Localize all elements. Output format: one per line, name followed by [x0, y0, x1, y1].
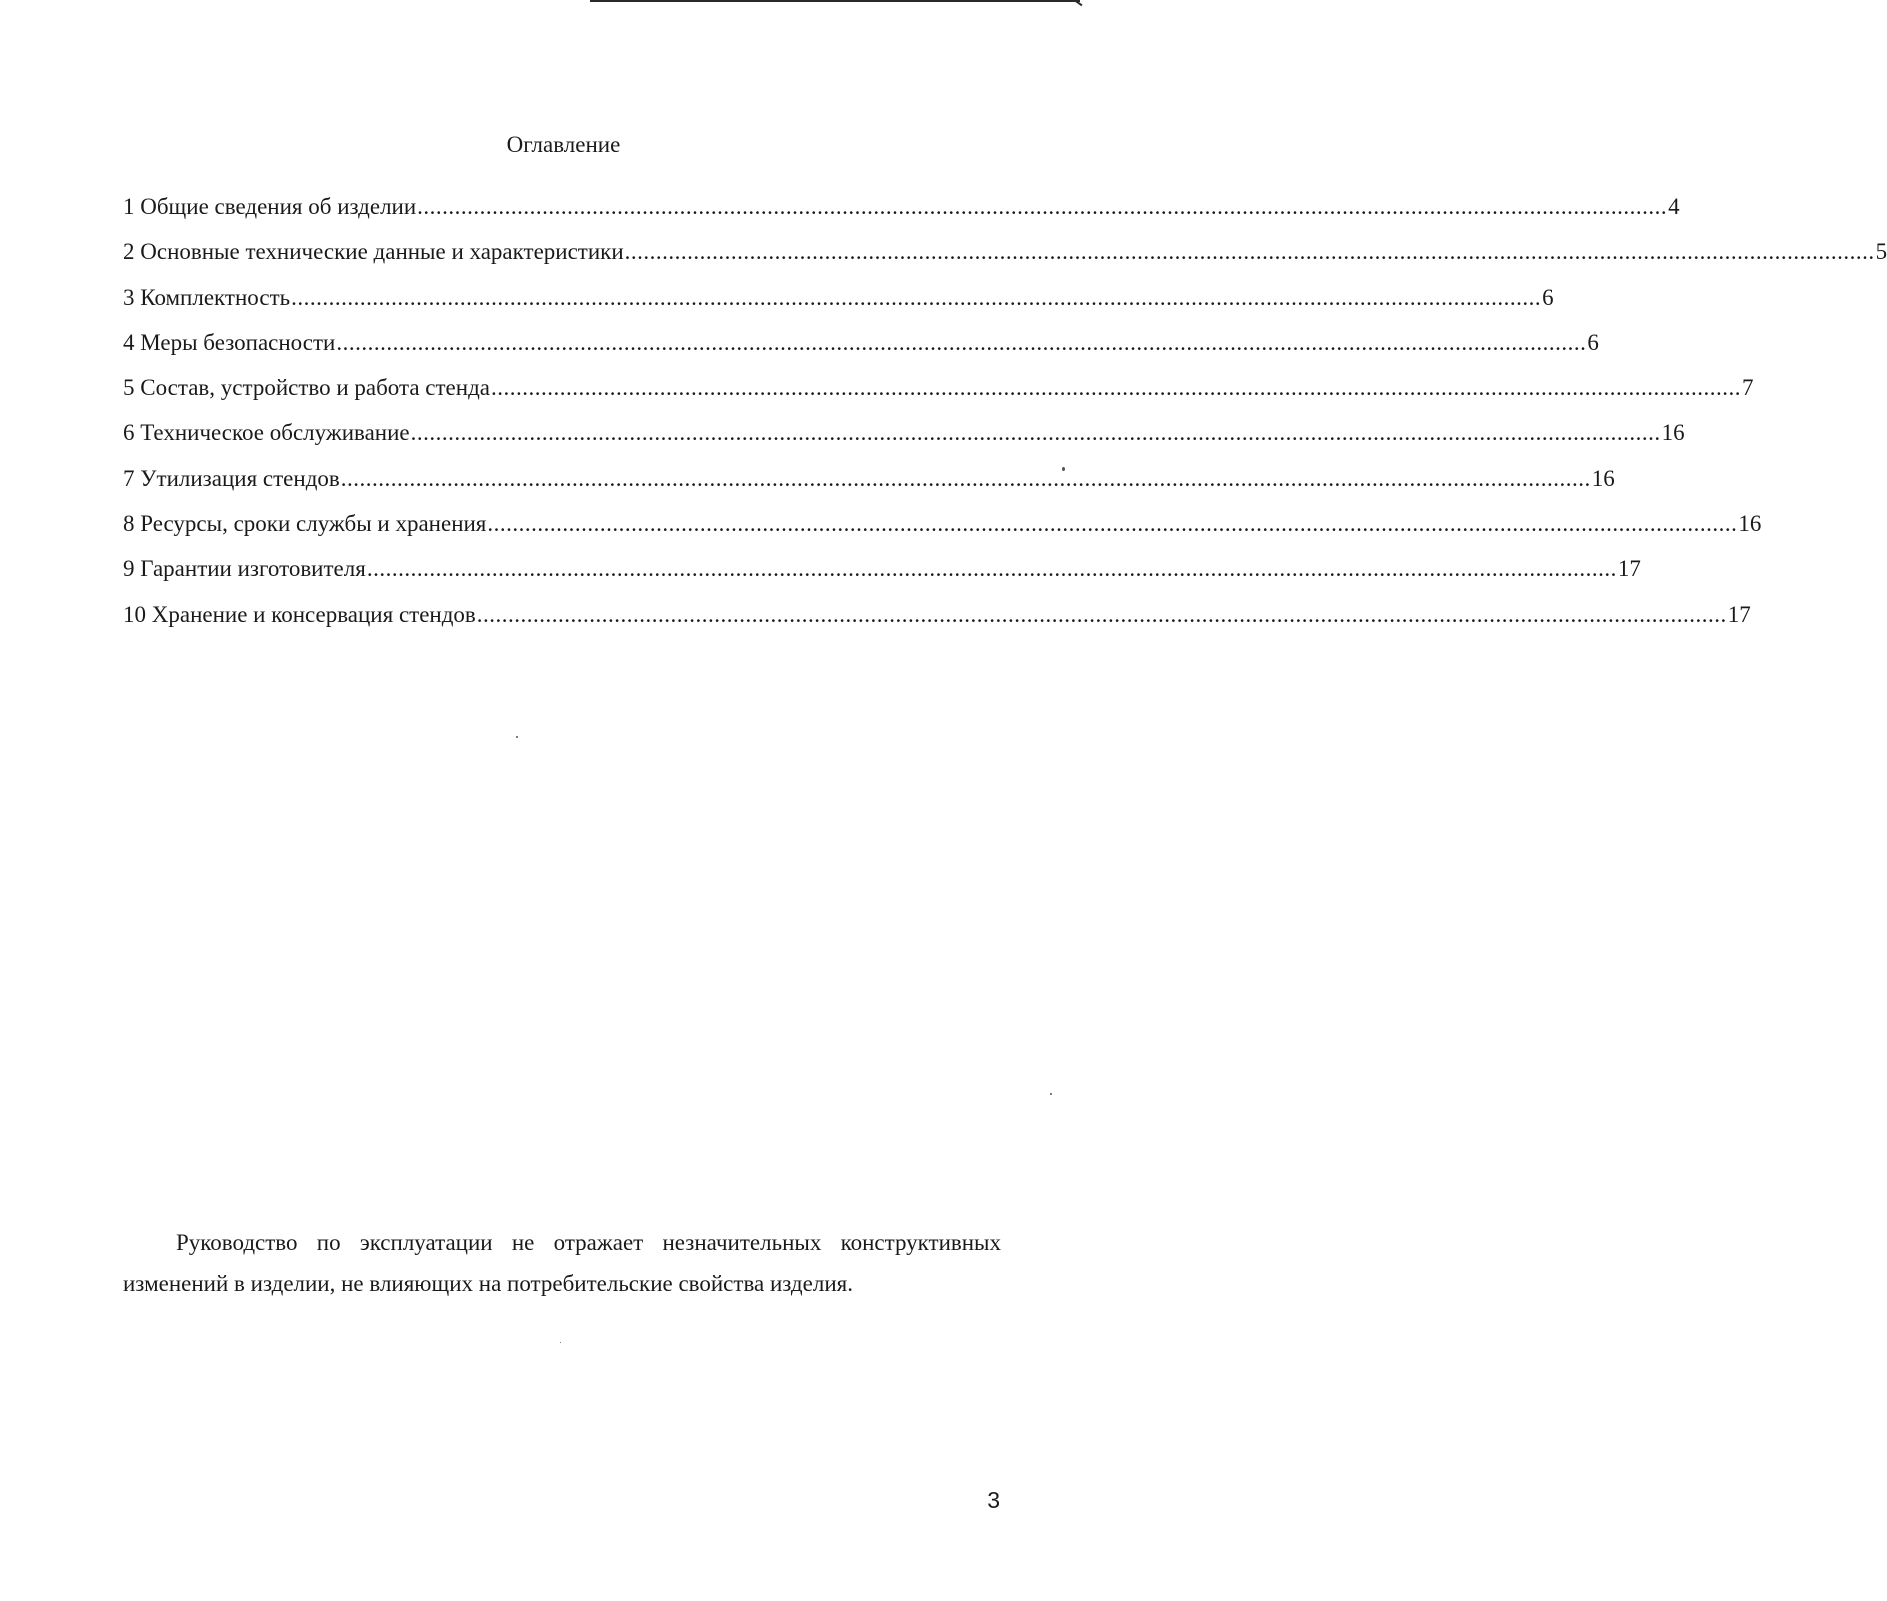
toc-entry-label[interactable]: 7 Утилизация стендов	[123, 465, 340, 491]
toc-entry[interactable]	[123, 554, 1641, 599]
toc-entry-label[interactable]: 9 Гарантии изготовителя	[123, 556, 366, 582]
toc-entry-page: 7	[1741, 375, 1754, 401]
toc-title: Оглавление	[506, 132, 621, 157]
toc-dot-leader: ........................................................................................................................................................................................................	[291, 284, 1542, 310]
toc-entry[interactable]	[123, 192, 1680, 237]
toc-entry[interactable]	[123, 328, 1599, 373]
toc-entry-label[interactable]: 1 Общие сведения об изделии	[123, 194, 417, 219]
toc-entry[interactable]	[123, 237, 1887, 282]
page-number: 3	[987, 1487, 1000, 1513]
scan-speck	[516, 736, 518, 738]
toc-dot-leader: ........................................................................................................................................................................................................	[490, 375, 1741, 401]
toc-entry-page: 5	[1875, 239, 1887, 265]
toc-entry-label[interactable]: 6 Техническое обслуживание	[123, 420, 410, 446]
toc-entry[interactable]	[123, 600, 1751, 645]
toc-entry-page: 16	[1661, 420, 1685, 446]
toc-entry[interactable]	[123, 373, 1754, 418]
scan-speck	[560, 1342, 561, 1343]
toc-entry-label[interactable]: 2 Основные технические данные и характеристики	[123, 239, 624, 265]
toc-entry-page: 16	[1591, 465, 1615, 491]
toc-dot-leader: ........................................................................................................................................................................................................	[336, 329, 1587, 355]
toc-entry-page: 6	[1587, 329, 1599, 355]
toc-entry-page: 17	[1727, 601, 1751, 627]
toc-dot-leader: ........................................................................................................................................................................................................	[410, 420, 1661, 446]
scan-edge-corner	[1075, 0, 1083, 6]
toc-dot-leader: ........................................................................................................................................................................................................	[340, 465, 1591, 491]
toc-dot-leader: ........................................................................................................................................................................................................	[476, 601, 1727, 627]
toc-entry-page: 16	[1738, 511, 1762, 537]
toc-entry-label[interactable]: 8 Ресурсы, сроки службы и хранения	[123, 511, 487, 537]
disclaimer-note: Руководство по эксплуатации не отражает незначительных конструктивных изменений в изделии, не влияющих на потребительские свойства изделия.	[123, 1230, 1001, 1296]
toc-entry[interactable]	[123, 283, 1554, 328]
toc-dot-leader: ........................................................................................................................................................................................................	[366, 556, 1617, 582]
table-of-contents	[123, 192, 1887, 645]
toc-entry[interactable]	[123, 464, 1615, 509]
toc-dot-leader: ........................................................................................................................................................................................................	[417, 194, 1668, 219]
toc-entry[interactable]	[123, 418, 1685, 463]
toc-entry-page: 17	[1617, 556, 1641, 582]
toc-entry-page: 4	[1668, 194, 1680, 219]
toc-entry-label[interactable]: 4 Меры безопасности	[123, 329, 336, 355]
toc-dot-leader: ........................................................................................................................................................................................................	[624, 239, 1875, 265]
scan-edge-line	[590, 0, 1080, 2]
toc-dot-leader: ........................................................................................................................................................................................................	[487, 511, 1738, 537]
toc-entry-page: 6	[1542, 284, 1554, 310]
scan-speck	[1050, 1093, 1052, 1095]
toc-entry-label[interactable]: 3 Комплектность	[123, 284, 291, 310]
toc-entry-label[interactable]: 5 Состав, устройство и работа стенда	[123, 375, 490, 401]
toc-entry[interactable]	[123, 509, 1762, 554]
toc-entry-label[interactable]: 10 Хранение и консервация стендов	[123, 601, 476, 627]
